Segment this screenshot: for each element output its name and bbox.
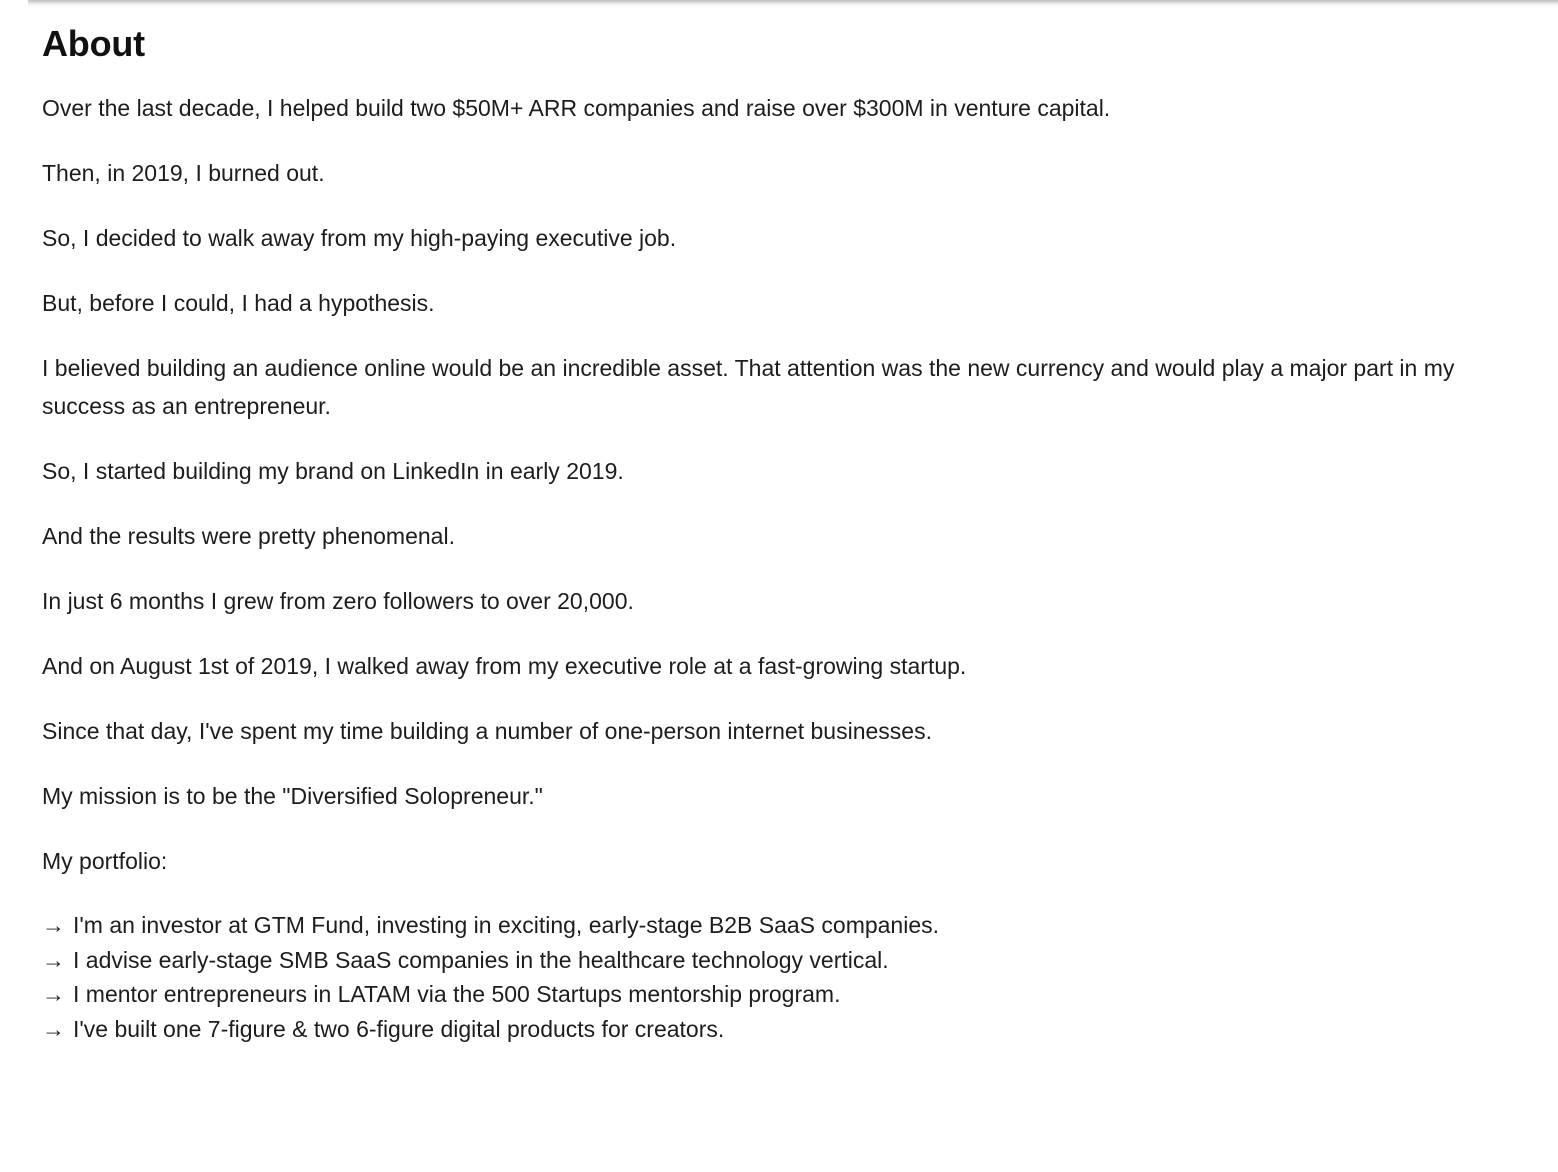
about-content [0,7,1558,1047]
about-paragraph-8: In just 6 months I grew from zero followers to over 20,000. [42,587,634,614]
about-paragraph-9: And on August 1st of 2019, I walked away from my executive role at a fast-growing startup. [42,652,967,679]
window-top-edge-notch [0,0,28,7]
about-paragraph-12: My portfolio: [42,847,168,874]
list-item [42,977,1516,1012]
about-paragraph-3: So, I decided to walk away from my high-paying executive job. [42,225,677,252]
about-paragraph-10: Since that day, I've spent my time building a number of one-person internet businesses. [42,717,932,744]
about-paragraph-7: And the results were pretty phenomenal. [42,522,455,549]
about-paragraph-6: So, I started building my brand on LinkedIn in early 2019. [42,458,624,485]
list-item [42,908,1516,943]
arrow-right-icon: → [42,911,65,938]
portfolio-list [42,908,1516,1048]
list-item-label: I advise early-stage SMB SaaS companies in the healthcare technology vertical. [73,946,889,973]
about-paragraph-5: I believed building an audience online would be an incredible asset. That attention was the new currency and would play a major part in my success as an entrepreneur. [42,355,1455,420]
about-paragraph-11: My mission is to be the "Diversified Solopreneur." [42,782,543,809]
window-top-edge [0,0,1558,7]
arrow-right-icon: → [42,1016,65,1043]
about-paragraph-1: Over the last decade, I helped build two $50M+ ARR companies and raise over $300M in venture capital. [42,95,1111,122]
list-item [42,1012,1516,1047]
about-paragraph-2: Then, in 2019, I burned out. [42,160,325,187]
arrow-right-icon: → [42,946,65,973]
list-item [42,943,1516,978]
list-item-label: I've built one 7-figure & two 6-figure digital products for creators. [73,1016,725,1043]
arrow-right-icon: → [42,981,65,1008]
page-title: About [42,23,145,64]
list-item-label: I'm an investor at GTM Fund, investing in exciting, early-stage B2B SaaS companies. [73,911,940,938]
list-item-label: I mentor entrepreneurs in LATAM via the 500 Startups mentorship program. [73,981,841,1008]
about-paragraph-4: But, before I could, I had a hypothesis. [42,290,435,317]
